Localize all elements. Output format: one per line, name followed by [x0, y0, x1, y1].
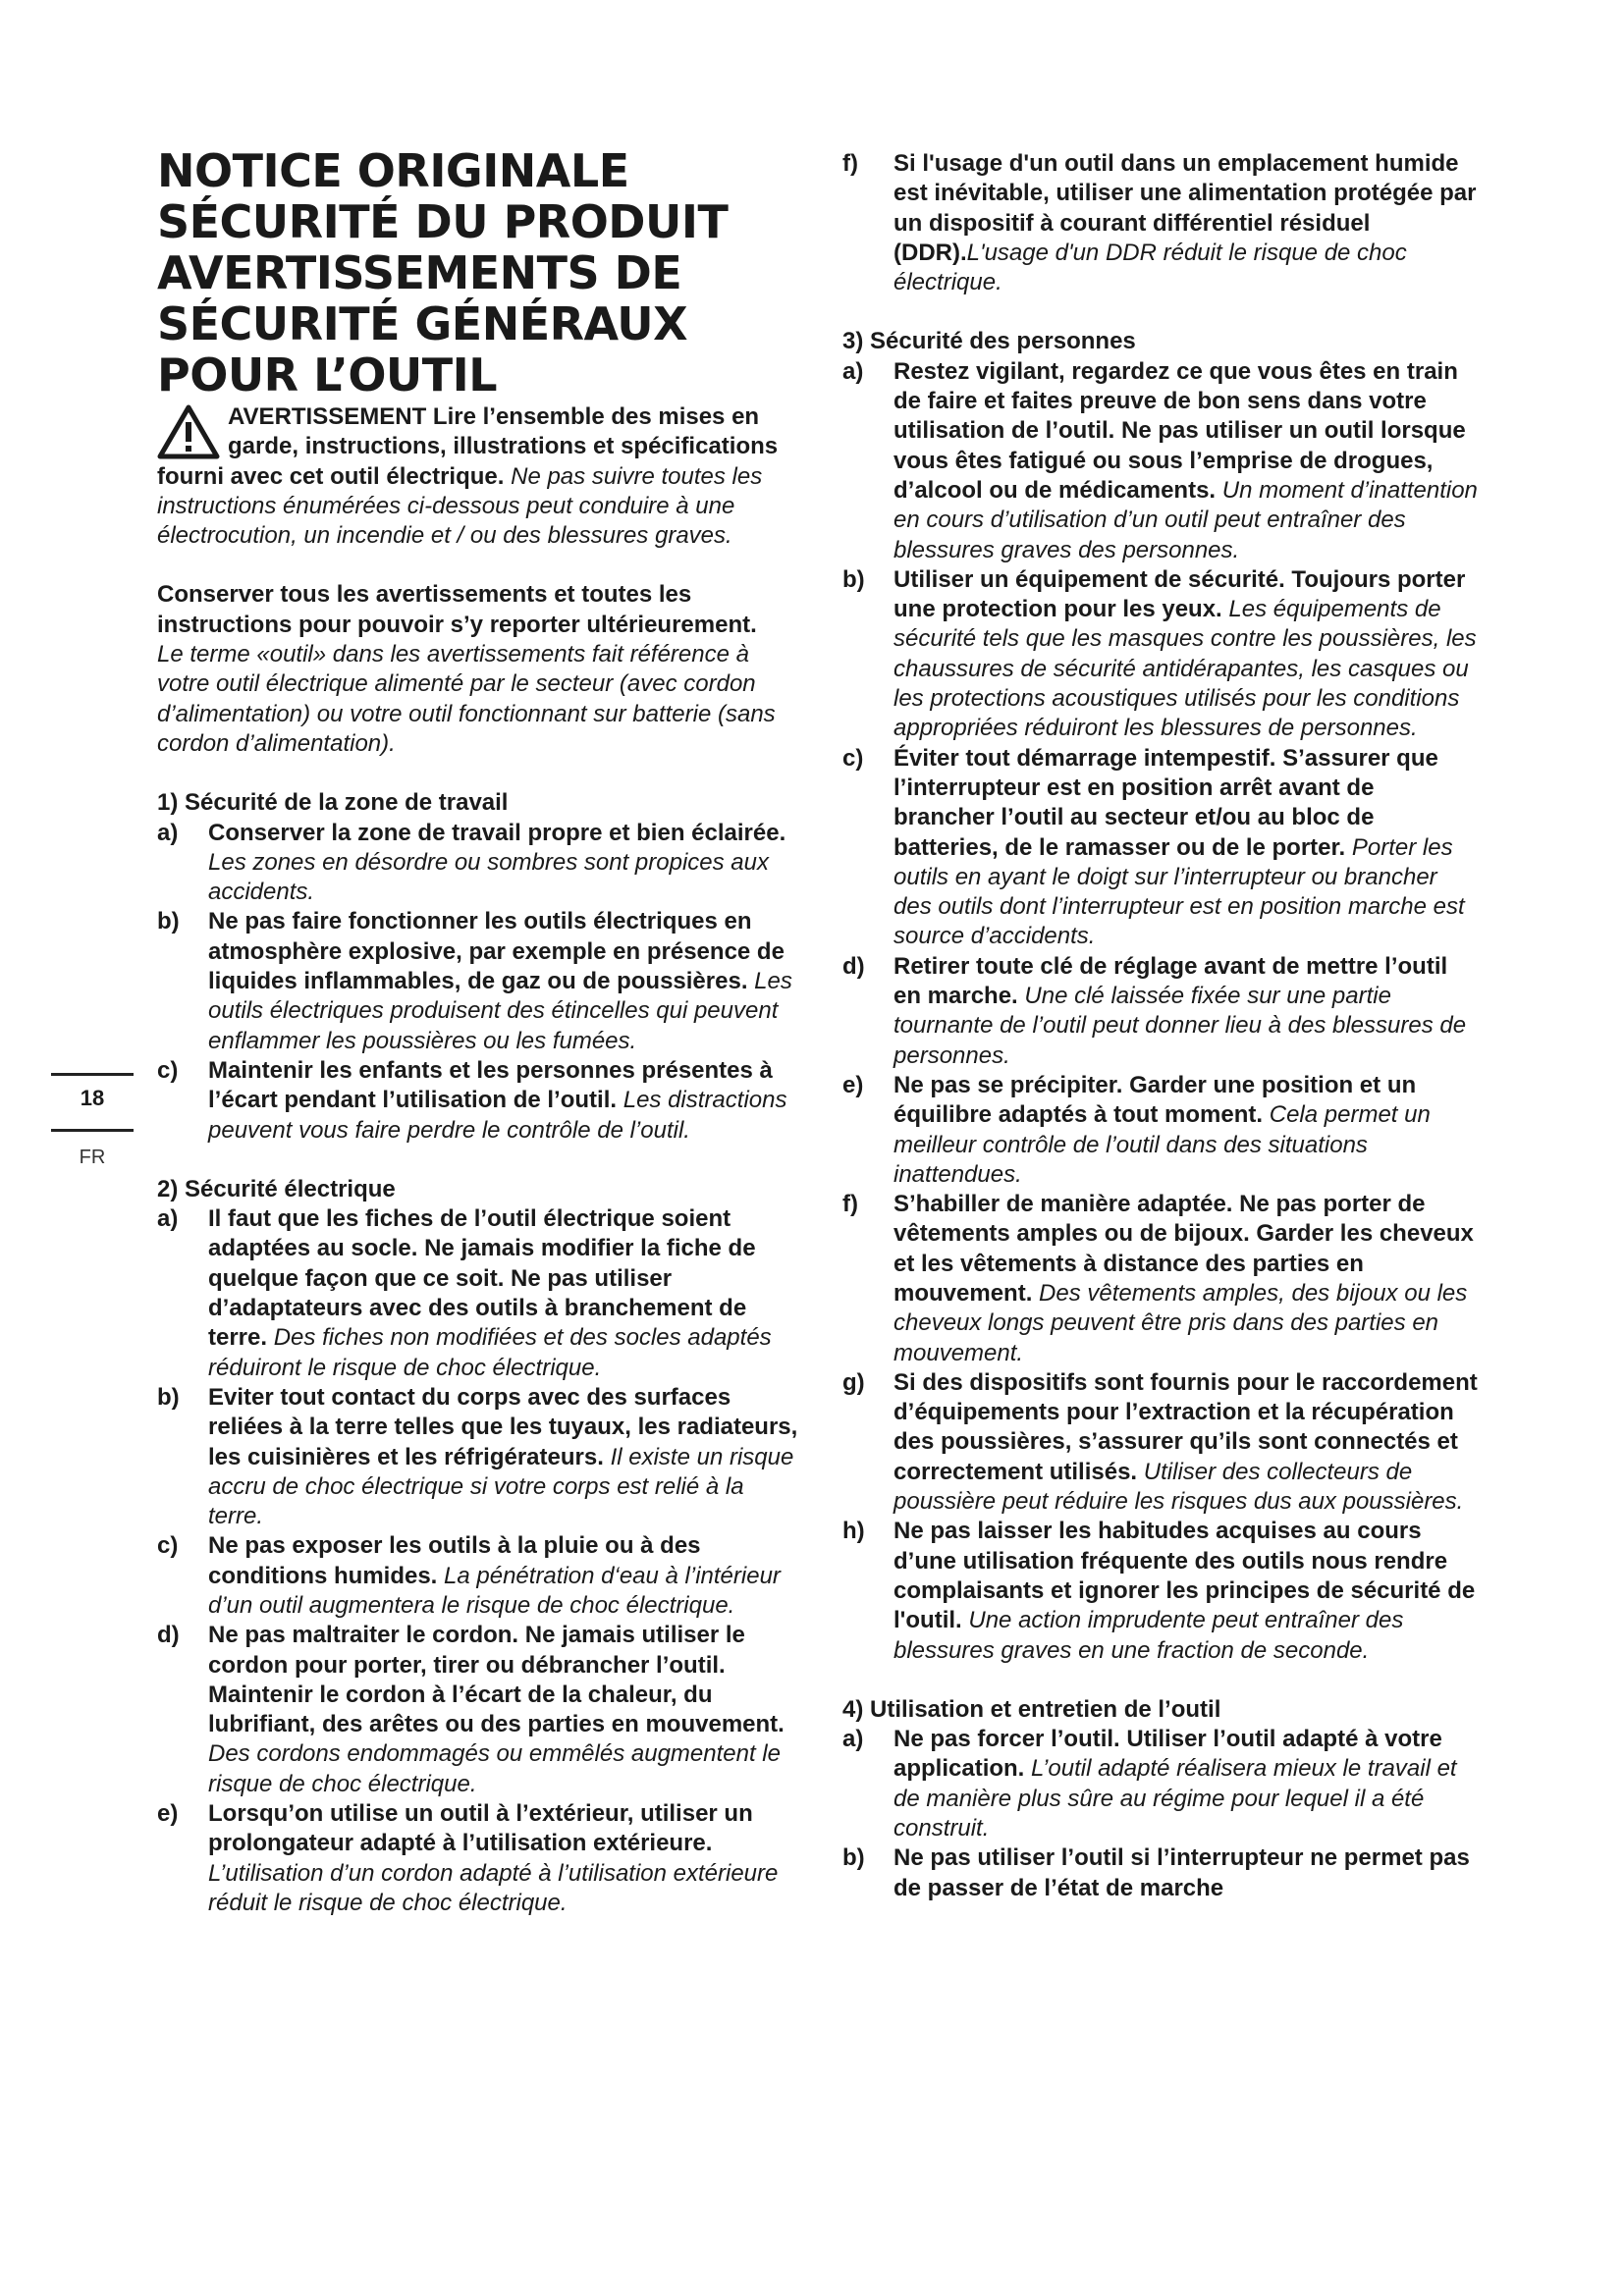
item-label: c) [842, 744, 864, 772]
warning-bold-text: Lire l’ensemble des mises en garde, instructions, illustrations et spécifications fourni avec cet outil électrique. [157, 403, 779, 490]
item-italic: Les outils électriques produisent des étincelles qui peuvent enflammer les poussières ou les fumées. [208, 968, 792, 1054]
item-italic: Une action imprudente peut entraîner des blessures graves en une fraction de seconde. [893, 1607, 1404, 1664]
list-item [842, 952, 1481, 1071]
list-item [157, 1204, 805, 1383]
item-bold: Eviter tout contact du corps avec des surfaces reliées à la terre telles que les tuyaux, les radiateurs, les cuisinières et les réfrigérateurs. [208, 1383, 798, 1470]
item-label: d) [157, 1622, 180, 1649]
item-label: f) [842, 150, 858, 177]
item-italic: La pénétration d‘eau à l’intérieur d’un outil augmentera le risque de choc électrique. [208, 1562, 781, 1619]
page-number: 18 [80, 1086, 105, 1110]
warning-block [157, 402, 805, 551]
item-label: h) [842, 1518, 865, 1545]
item-bold: Utiliser un équipement de sécurité. Toujours porter une protection pour les yeux. [893, 565, 1466, 623]
list-item [842, 744, 1481, 952]
item-bold: Éviter tout démarrage intempestif. S’assurer que l’interrupteur est en position arrêt avant de brancher l’outil au secteur et/ou au bloc de batteries, de le ramasser ou de le porter. [893, 744, 1438, 861]
item-bold: Retirer toute clé de réglage avant de mettre l’outil en marche. [893, 952, 1448, 1010]
item-italic: Les zones en désordre ou sombres sont propices aux accidents. [208, 848, 769, 906]
item-italic: L’outil adapté réalisera mieux le travail et de manière plus sûre au régime pour lequel il a été construit. [893, 1755, 1457, 1842]
keep-instructions [157, 580, 805, 759]
section-4-heading: 4) Utilisation et entretien de l’outil [842, 1695, 1221, 1723]
item-label: a) [157, 819, 179, 846]
item-italic: Un moment d’inattention en cours d’utilisation d’un outil peut entraîner des blessures graves des personnes. [893, 476, 1478, 563]
list-item [842, 1190, 1481, 1368]
item-bold: S’habiller de manière adaptée. Ne pas porter de vêtements amples ou de bijoux. Garder les cheveux et les vêtements à distance des parties en mouvement. [893, 1191, 1474, 1307]
item-bold: Lorsqu’on utilise un outil à l’extérieur, utiliser un prolongateur adapté à l’utilisation extérieure. [208, 1800, 753, 1857]
list-item [842, 1725, 1481, 1843]
list-item [842, 357, 1481, 565]
title-line: AVERTISSEMENTS DE [157, 246, 682, 299]
item-italic: Utiliser des collecteurs de poussière peut réduire les risques dus aux poussières. [893, 1458, 1464, 1516]
item-label: b) [842, 1844, 865, 1872]
item-label: e) [157, 1800, 179, 1828]
item-label: d) [842, 952, 865, 980]
item-bold: Ne pas maltraiter le cordon. Ne jamais utiliser le cordon pour porter, tirer ou débrancher l’outil. Maintenir le cordon à l’écart de la chaleur, du lubrifiant, des arêtes ou des parties en mouvement. [208, 1622, 785, 1738]
item-italic: Une clé laissée fixée sur une partie tournante de l’outil peut donner lieu à des blessures de personnes. [893, 983, 1467, 1069]
list-item [842, 1517, 1481, 1665]
item-label: a) [842, 357, 864, 385]
list-item [842, 1071, 1481, 1190]
list-item [157, 1621, 805, 1799]
title-line: NOTICE ORIGINALE [157, 144, 629, 197]
list-item [842, 1843, 1481, 1903]
section-2-heading: 2) Sécurité électrique [157, 1175, 396, 1202]
item-bold: Si des dispositifs sont fournis pour le raccordement d’équipements pour l’extraction et la récupération des poussières, s’assurer qu’ils sont connectés et correctement utilisés. [893, 1368, 1478, 1485]
item-italic: Il existe un risque accru de choc électrique si votre corps est relié à la terre. [208, 1443, 794, 1530]
item-label: a) [157, 1205, 179, 1233]
item-label: a) [842, 1726, 864, 1753]
language-code: FR [79, 1147, 106, 1168]
section-1-heading: 1) Sécurité de la zone de travail [157, 789, 509, 817]
right-column [842, 149, 1481, 1903]
item-label: c) [157, 1056, 179, 1084]
item-label: c) [157, 1532, 179, 1560]
warning-triangle-icon [157, 404, 220, 459]
item-italic: Les équipements de sécurité tels que les masques contre les poussières, les chaussures de sécurité antidérapantes, les casques ou les protections acoustiques utilisés pour les conditions appropriées réduiront les blessures de personnes. [893, 596, 1477, 742]
section-3-heading: 3) Sécurité des personnes [842, 328, 1136, 355]
list-item [157, 1056, 805, 1146]
item-italic: L'usage d'un DDR réduit le risque de choc électrique. [893, 239, 1407, 296]
list-item [842, 149, 1481, 297]
item-label: f) [842, 1191, 858, 1218]
keep-italic-text: Le terme «outil» dans les avertissements fait référence à votre outil électrique alimenté par le secteur (avec cordon d’alimentation) ou votre outil fonctionnant sur batterie (sans cordon d’alimentation). [157, 641, 776, 757]
keep-bold-text: Conserver tous les avertissements et toutes les instructions pour pouvoir s’y reporter ultérieurement. [157, 581, 757, 638]
list-item [842, 1368, 1481, 1517]
warning-label: AVERTISSEMENT [228, 403, 427, 430]
item-italic: Des vêtements amples, des bijoux ou les cheveux longs peuvent être pris dans des parties en mouvement. [893, 1279, 1468, 1366]
item-label: b) [157, 908, 180, 935]
item-italic: Les distractions peuvent vous faire perdre le contrôle de l’outil. [208, 1087, 787, 1144]
page-title [157, 145, 795, 400]
item-italic: L’utilisation d’un cordon adapté à l’utilisation extérieure réduit le risque de choc électrique. [208, 1859, 779, 1916]
side-divider-bottom [51, 1129, 134, 1132]
item-bold: Ne pas forcer l’outil. Utiliser l’outil adapté à votre application. [893, 1726, 1442, 1783]
list-item [157, 1383, 805, 1531]
list-item [157, 819, 805, 908]
item-italic: Des fiches non modifiées et des socles adaptés réduiront le risque de choc électrique. [208, 1324, 772, 1381]
list-item [157, 1531, 805, 1621]
item-bold: Maintenir les enfants et les personnes présentes à l’écart pendant l’utilisation de l’outil. [208, 1056, 773, 1114]
item-bold: Il faut que les fiches de l’outil électrique soient adaptées au socle. Ne jamais modifier la fiche de quelque façon que ce soit. Ne pas utiliser d’adaptateurs avec des outils à branchement de terre. [208, 1205, 756, 1352]
item-bold: Ne pas exposer les outils à la pluie ou à des conditions humides. [208, 1532, 701, 1589]
item-bold: Ne pas laisser les habitudes acquises au cours d’une utilisation fréquente des outils nous rendre complaisants et ignorer les principes de sécurité de l'outil. [893, 1518, 1476, 1634]
item-label: b) [842, 565, 865, 593]
item-bold: Conserver la zone de travail propre et bien éclairée. [208, 819, 786, 846]
item-italic: Porter les outils en ayant le doigt sur l’interrupteur ou brancher des outils dont l’interrupteur est en position marche est source d’accidents. [893, 833, 1465, 950]
item-italic: Des cordons endommagés ou emmêlés augmentent le risque de choc électrique. [208, 1740, 781, 1797]
title-line: POUR L’OUTIL [157, 348, 498, 401]
title-line: SÉCURITÉ DU PRODUIT [157, 195, 729, 248]
list-item [842, 565, 1481, 744]
item-bold: Ne pas faire fonctionner les outils électriques en atmosphère explosive, par exemple en présence de liquides inflammables, de gaz ou de poussières. [208, 908, 785, 995]
item-bold: Restez vigilant, regardez ce que vous êtes en train de faire et faites preuve de bon sens dans votre utilisation de l’outil. Ne pas utiliser un outil lorsque vous êtes fatigué ou sous l’emprise de drogues, d’alcool ou de médicaments. [893, 357, 1466, 504]
warning-italic-text: Ne pas suivre toutes les instructions énumérées ci-dessous peut conduire à une électrocution, un incendie et / ou des blessures graves. [157, 462, 763, 550]
item-label: e) [842, 1071, 864, 1098]
item-bold: Ne pas se précipiter. Garder une position et un équilibre adaptés à tout moment. [893, 1071, 1417, 1129]
item-bold: Ne pas utiliser l’outil si l’interrupteur ne permet pas de passer de l’état de marche [893, 1844, 1470, 1901]
side-divider-top [51, 1073, 134, 1076]
item-label: g) [842, 1368, 865, 1396]
list-item [157, 1799, 805, 1918]
list-item [157, 907, 805, 1055]
item-bold: Si l'usage d'un outil dans un emplacement humide est inévitable, utiliser une alimentation protégée par un dispositif à courant différentiel résiduel (DDR). [893, 150, 1477, 266]
title-line: SÉCURITÉ GÉNÉRAUX [157, 297, 688, 350]
item-label: b) [157, 1383, 180, 1411]
item-italic: Cela permet un meilleur contrôle de l’outil dans des situations inattendues. [893, 1101, 1431, 1188]
left-column [157, 402, 805, 1918]
